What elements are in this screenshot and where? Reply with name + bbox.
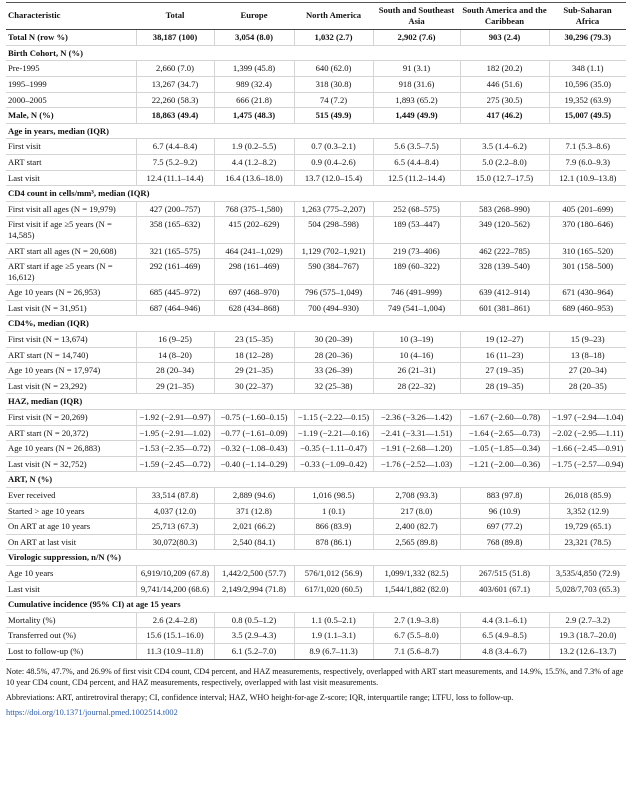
row-label: ART start (N = 14,740) — [6, 347, 136, 363]
table-cell: 515 (49.9) — [294, 108, 373, 124]
table-cell: 590 (384–767) — [294, 259, 373, 285]
section-header-row — [6, 472, 626, 488]
table-row — [6, 92, 626, 108]
table-cell: 2,400 (82.7) — [373, 519, 460, 535]
table-cell: 446 (51.6) — [460, 76, 549, 92]
table-cell: 27 (19–35) — [460, 363, 549, 379]
table-cell: −1.53 (−2.35––0.72) — [136, 441, 214, 457]
table-cell: 5,028/7,703 (65.3) — [549, 581, 626, 597]
table-notes — [6, 666, 626, 719]
table-cell: 219 (73–406) — [373, 243, 460, 259]
row-label: 2000–2005 — [6, 92, 136, 108]
table-cell: 4,037 (12.0) — [136, 503, 214, 519]
table-cell: 275 (30.5) — [460, 92, 549, 108]
table-row — [6, 285, 626, 301]
table-row — [6, 534, 626, 550]
table-row — [6, 643, 626, 659]
table-cell: 617/1,020 (60.5) — [294, 581, 373, 597]
table-cell: 182 (20.2) — [460, 61, 549, 77]
table-header-row — [6, 3, 626, 30]
row-label: ART start if age ≥5 years (N = 16,612) — [6, 259, 136, 285]
table-cell: 318 (30.8) — [294, 76, 373, 92]
table-cell: 10 (4–16) — [373, 347, 460, 363]
section-header-row — [6, 45, 626, 61]
table-cell: 6.5 (4.9–8.5) — [460, 628, 549, 644]
table-cell: 321 (165–575) — [136, 243, 214, 259]
table-cell: 13 (8–18) — [549, 347, 626, 363]
table-cell: −1.21 (−2.00––0.36) — [460, 456, 549, 472]
table-cell: 27 (20–34) — [549, 363, 626, 379]
section-label: Age in years, median (IQR) — [6, 123, 626, 139]
table-cell: 989 (32.4) — [214, 76, 294, 92]
table-row — [6, 628, 626, 644]
table-row — [6, 347, 626, 363]
table-cell: 4.4 (1.2–8.2) — [214, 154, 294, 170]
table-cell: 576/1,012 (56.9) — [294, 565, 373, 581]
table-cell: 371 (12.8) — [214, 503, 294, 519]
row-label: On ART at age 10 years — [6, 519, 136, 535]
table-cell: 348 (1.1) — [549, 61, 626, 77]
table-cell: 1.1 (0.5–2.1) — [294, 612, 373, 628]
section-header-row — [6, 394, 626, 410]
column-header: Characteristic — [6, 3, 136, 30]
table-cell: 19.3 (18.7–20.0) — [549, 628, 626, 644]
row-label: Started > age 10 years — [6, 503, 136, 519]
table-cell: 1 (0.1) — [294, 503, 373, 519]
table-cell: 310 (165–520) — [549, 243, 626, 259]
table-cell: 7.9 (6.0–9.3) — [549, 154, 626, 170]
table-row — [6, 363, 626, 379]
table-cell: 601 (381–861) — [460, 300, 549, 316]
table-page — [6, 0, 626, 719]
table-cell: 405 (201–699) — [549, 201, 626, 217]
table-cell: 1,032 (2.7) — [294, 30, 373, 46]
table-cell: 33,514 (87.8) — [136, 488, 214, 504]
table-cell: −2.02 (−2.95––1.11) — [549, 425, 626, 441]
table-cell: 26 (21–31) — [373, 363, 460, 379]
table-cell: 1,442/2,500 (57.7) — [214, 565, 294, 581]
section-header-row — [6, 550, 626, 566]
table-cell: 23,321 (78.5) — [549, 534, 626, 550]
table-cell: 1,099/1,332 (82.5) — [373, 565, 460, 581]
section-label: Cumulative incidence (95% CI) at age 15 years — [6, 597, 626, 613]
table-cell: −0.35 (−1.11–0.47) — [294, 441, 373, 457]
table-cell: 32 (25–38) — [294, 378, 373, 394]
table-cell: 14 (8–20) — [136, 347, 214, 363]
row-label: ART start — [6, 154, 136, 170]
table-row — [6, 259, 626, 285]
table-cell: 15,007 (49.5) — [549, 108, 626, 124]
row-label: Transferred out (%) — [6, 628, 136, 644]
table-cell: 3,352 (12.9) — [549, 503, 626, 519]
table-cell: 417 (46.2) — [460, 108, 549, 124]
table-cell: 6,919/10,209 (67.8) — [136, 565, 214, 581]
column-header: Sub-Saharan Africa — [549, 3, 626, 30]
table-cell: 903 (2.4) — [460, 30, 549, 46]
row-label: Male, N (%) — [6, 108, 136, 124]
row-label: 1995–1999 — [6, 76, 136, 92]
doi-link[interactable]: https://doi.org/10.1371/journal.pmed.1002514.t002 — [6, 708, 178, 718]
section-header-row — [6, 186, 626, 202]
table-row — [6, 410, 626, 426]
table-cell: −0.32 (−1.08–0.43) — [214, 441, 294, 457]
table-cell: −1.92 (−2.91––0.97) — [136, 410, 214, 426]
table-cell: 358 (165–632) — [136, 217, 214, 243]
table-cell: 267/515 (51.8) — [460, 565, 549, 581]
table-cell: 2,540 (84.1) — [214, 534, 294, 550]
table-cell: 878 (86.1) — [294, 534, 373, 550]
row-label: Age 10 years (N = 26,953) — [6, 285, 136, 301]
table-cell: 3,535/4,850 (72.9) — [549, 565, 626, 581]
table-cell: 666 (21.8) — [214, 92, 294, 108]
table-cell: 4.4 (3.1–6.1) — [460, 612, 549, 628]
table-cell: 6.5 (4.4–8.4) — [373, 154, 460, 170]
table-row — [6, 154, 626, 170]
table-cell: −2.41 (−3.31––1.51) — [373, 425, 460, 441]
table-cell: 6.1 (5.2–7.0) — [214, 643, 294, 659]
table-cell: 2,902 (7.6) — [373, 30, 460, 46]
table-cell: 38,187 (100) — [136, 30, 214, 46]
table-cell: 15 (9–23) — [549, 332, 626, 348]
table-cell: 0.9 (0.4–2.6) — [294, 154, 373, 170]
table-cell: 2,149/2,994 (71.8) — [214, 581, 294, 597]
table-cell: 3.5 (1.4–6.2) — [460, 139, 549, 155]
table-cell: 28 (20–36) — [294, 347, 373, 363]
table-cell: 3,054 (8.0) — [214, 30, 294, 46]
table-cell: 19,729 (65.1) — [549, 519, 626, 535]
table-row — [6, 519, 626, 535]
row-label: Age 10 years — [6, 565, 136, 581]
table-body — [6, 30, 626, 659]
column-header: Europe — [214, 3, 294, 30]
characteristics-table — [6, 2, 626, 660]
table-cell: 671 (430–964) — [549, 285, 626, 301]
table-cell: 403/601 (67.1) — [460, 581, 549, 597]
table-row — [6, 441, 626, 457]
table-cell: 370 (180–646) — [549, 217, 626, 243]
table-cell: 13.2 (12.6–13.7) — [549, 643, 626, 659]
table-cell: −1.64 (−2.65––0.73) — [460, 425, 549, 441]
table-cell: −1.91 (−2.68––1.20) — [373, 441, 460, 457]
table-row — [6, 201, 626, 217]
table-cell: 415 (202–629) — [214, 217, 294, 243]
table-cell: 768 (89.8) — [460, 534, 549, 550]
table-cell: −1.97 (−2.94––1.04) — [549, 410, 626, 426]
table-cell: 2,889 (94.6) — [214, 488, 294, 504]
table-cell: 33 (26–39) — [294, 363, 373, 379]
table-cell: 685 (445–972) — [136, 285, 214, 301]
table-cell: 30,296 (79.3) — [549, 30, 626, 46]
section-label: HAZ, median (IQR) — [6, 394, 626, 410]
table-cell: 189 (53–447) — [373, 217, 460, 243]
row-label: Last visit — [6, 170, 136, 186]
table-cell: 1,263 (775–2,207) — [294, 201, 373, 217]
table-cell: 6.7 (4.4–8.4) — [136, 139, 214, 155]
table-cell: 1,449 (49.9) — [373, 108, 460, 124]
table-cell: 1.9 (1.1–3.1) — [294, 628, 373, 644]
row-label: Pre-1995 — [6, 61, 136, 77]
row-label: Age 10 years (N = 26,883) — [6, 441, 136, 457]
row-label: ART start (N = 20,372) — [6, 425, 136, 441]
table-cell: 1.9 (0.2–5.5) — [214, 139, 294, 155]
row-label: First visit — [6, 139, 136, 155]
table-row — [6, 565, 626, 581]
row-label: Last visit (N = 32,752) — [6, 456, 136, 472]
table-cell: 328 (139–540) — [460, 259, 549, 285]
row-label: Age 10 years (N = 17,974) — [6, 363, 136, 379]
table-cell: 19,352 (63.9) — [549, 92, 626, 108]
table-cell: 189 (60–322) — [373, 259, 460, 285]
table-cell: −1.59 (−2.45––0.72) — [136, 456, 214, 472]
table-row — [6, 456, 626, 472]
table-cell: 8.9 (6.7–11.3) — [294, 643, 373, 659]
table-row — [6, 76, 626, 92]
table-cell: 5.6 (3.5–7.5) — [373, 139, 460, 155]
table-cell: 2,708 (93.3) — [373, 488, 460, 504]
table-cell: 12.4 (11.1–14.4) — [136, 170, 214, 186]
table-cell: −1.76 (−2.52––1.03) — [373, 456, 460, 472]
table-cell: 628 (434–868) — [214, 300, 294, 316]
table-cell: 292 (161–469) — [136, 259, 214, 285]
table-row — [6, 243, 626, 259]
section-label: CD4%, median (IQR) — [6, 316, 626, 332]
table-cell: 12.1 (10.9–13.8) — [549, 170, 626, 186]
row-label: Ever received — [6, 488, 136, 504]
table-cell: 1,399 (45.8) — [214, 61, 294, 77]
table-cell: 2.7 (1.9–3.8) — [373, 612, 460, 628]
table-cell: 28 (20–35) — [549, 378, 626, 394]
table-cell: 252 (68–575) — [373, 201, 460, 217]
table-cell: 28 (22–32) — [373, 378, 460, 394]
table-cell: 697 (468–970) — [214, 285, 294, 301]
section-header-row — [6, 597, 626, 613]
row-label: Last visit (N = 23,292) — [6, 378, 136, 394]
column-header: South and Southeast Asia — [373, 3, 460, 30]
table-cell: 918 (31.6) — [373, 76, 460, 92]
table-row — [6, 217, 626, 243]
table-cell: 504 (298–598) — [294, 217, 373, 243]
table-cell: 687 (464–946) — [136, 300, 214, 316]
table-cell: −1.67 (−2.60––0.78) — [460, 410, 549, 426]
table-cell: −0.40 (−1.14–0.29) — [214, 456, 294, 472]
table-cell: 0.8 (0.5–1.2) — [214, 612, 294, 628]
table-cell: 10,596 (35.0) — [549, 76, 626, 92]
table-cell: 15.0 (12.7–17.5) — [460, 170, 549, 186]
table-cell: 16 (9–25) — [136, 332, 214, 348]
section-label: Virologic suppression, n/N (%) — [6, 550, 626, 566]
table-cell: 749 (541–1,004) — [373, 300, 460, 316]
table-cell: 697 (77.2) — [460, 519, 549, 535]
table-cell: 29 (21–35) — [214, 363, 294, 379]
row-label: Mortality (%) — [6, 612, 136, 628]
table-cell: 1,129 (702–1,921) — [294, 243, 373, 259]
table-cell: 1,893 (65.2) — [373, 92, 460, 108]
table-row — [6, 61, 626, 77]
column-header: Total — [136, 3, 214, 30]
column-header: North America — [294, 3, 373, 30]
table-cell: 746 (491–999) — [373, 285, 460, 301]
table-cell: 2,565 (89.8) — [373, 534, 460, 550]
table-row — [6, 488, 626, 504]
table-cell: 15.6 (15.1–16.0) — [136, 628, 214, 644]
table-row — [6, 332, 626, 348]
table-cell: 1,475 (48.3) — [214, 108, 294, 124]
table-cell: −1.19 (−2.21––0.16) — [294, 425, 373, 441]
table-cell: 7.1 (5.6–8.7) — [373, 643, 460, 659]
row-label: Total N (row %) — [6, 30, 136, 46]
row-label: On ART at last visit — [6, 534, 136, 550]
table-cell: 349 (120–562) — [460, 217, 549, 243]
table-cell: 298 (161–469) — [214, 259, 294, 285]
table-cell: 301 (158–500) — [549, 259, 626, 285]
table-cell: 2,660 (7.0) — [136, 61, 214, 77]
table-cell: 5.0 (2.2–8.0) — [460, 154, 549, 170]
table-cell: −1.95 (−2.91––1.02) — [136, 425, 214, 441]
table-cell: 11.3 (10.9–11.8) — [136, 643, 214, 659]
table-cell: 18 (12–28) — [214, 347, 294, 363]
row-label: First visit all ages (N = 19,979) — [6, 201, 136, 217]
table-cell: 883 (97.8) — [460, 488, 549, 504]
table-row — [6, 503, 626, 519]
table-cell: 2.6 (2.4–2.8) — [136, 612, 214, 628]
table-cell: 7.1 (5.3–8.6) — [549, 139, 626, 155]
table-row — [6, 425, 626, 441]
row-label: Lost to follow-up (%) — [6, 643, 136, 659]
row-label: First visit (N = 13,674) — [6, 332, 136, 348]
table-cell: 13.7 (12.0–15.4) — [294, 170, 373, 186]
table-cell: −1.15 (−2.22––0.15) — [294, 410, 373, 426]
section-header-row — [6, 316, 626, 332]
table-cell: 74 (7.2) — [294, 92, 373, 108]
table-cell: 16 (11–23) — [460, 347, 549, 363]
table-cell: 28 (20–34) — [136, 363, 214, 379]
table-cell: 30,072(80.3) — [136, 534, 214, 550]
table-row — [6, 108, 626, 124]
abbreviations-note: Abbreviations: ART, antiretroviral therapy; CI, confidence interval; HAZ, WHO height-for-age Z-score; IQR, interquartile range; LTFU, loss to follow-up. — [6, 692, 514, 702]
table-cell: 28 (19–35) — [460, 378, 549, 394]
table-cell: 796 (575–1,049) — [294, 285, 373, 301]
table-row — [6, 139, 626, 155]
table-cell: −0.75 (−1.60–0.15) — [214, 410, 294, 426]
section-label: ART, N (%) — [6, 472, 626, 488]
column-header: South America and the Caribbean — [460, 3, 549, 30]
table-cell: 18,863 (49.4) — [136, 108, 214, 124]
table-cell: 91 (3.1) — [373, 61, 460, 77]
row-label: ART start all ages (N = 20,608) — [6, 243, 136, 259]
table-row — [6, 581, 626, 597]
table-row — [6, 612, 626, 628]
table-row — [6, 30, 626, 46]
table-cell: 462 (222–785) — [460, 243, 549, 259]
table-cell: 22,260 (58.3) — [136, 92, 214, 108]
table-cell: 866 (83.9) — [294, 519, 373, 535]
table-cell: 700 (494–930) — [294, 300, 373, 316]
row-label: Last visit — [6, 581, 136, 597]
table-cell: 30 (20–39) — [294, 332, 373, 348]
table-cell: 3.5 (2.9–4.3) — [214, 628, 294, 644]
table-cell: 10 (3–19) — [373, 332, 460, 348]
section-label: Birth Cohort, N (%) — [6, 45, 626, 61]
row-label: Last visit (N = 31,951) — [6, 300, 136, 316]
table-cell: 6.7 (5.5–8.0) — [373, 628, 460, 644]
table-cell: −0.77 (−1.61–0.09) — [214, 425, 294, 441]
table-cell: 26,018 (85.9) — [549, 488, 626, 504]
table-cell: 639 (412–914) — [460, 285, 549, 301]
table-cell: 13,267 (34.7) — [136, 76, 214, 92]
row-label: First visit if age ≥5 years (N = 14,585) — [6, 217, 136, 243]
table-cell: 464 (241–1,029) — [214, 243, 294, 259]
table-cell: 19 (12–27) — [460, 332, 549, 348]
table-cell: −1.66 (−2.45––0.91) — [549, 441, 626, 457]
table-cell: 16.4 (13.6–18.0) — [214, 170, 294, 186]
table-cell: 7.5 (5.2–9.2) — [136, 154, 214, 170]
table-cell: 23 (15–35) — [214, 332, 294, 348]
table-cell: 689 (460–953) — [549, 300, 626, 316]
row-label: First visit (N = 20,269) — [6, 410, 136, 426]
table-row — [6, 170, 626, 186]
table-footnote: Note: 48.5%, 47.7%, and 26.9% of first visit CD4 count, CD4 percent, and HAZ measurements, respectively, overlapped with ART start measurements, and 14.9%, 15.5%, and 7.3% of age 10 year CD4 count, CD4 percent, and HAZ measurements, respectively, overlapped with last visit measurements. — [6, 666, 624, 688]
table-cell: −2.36 (−3.26––1.42) — [373, 410, 460, 426]
table-cell: 640 (62.0) — [294, 61, 373, 77]
table-cell: 9,741/14,200 (68.6) — [136, 581, 214, 597]
table-cell: 96 (10.9) — [460, 503, 549, 519]
table-cell: 30 (22–37) — [214, 378, 294, 394]
table-cell: −0.33 (−1.09–0.42) — [294, 456, 373, 472]
table-cell: 4.8 (3.4–6.7) — [460, 643, 549, 659]
table-cell: 1,544/1,882 (82.0) — [373, 581, 460, 597]
table-cell: 25,713 (67.3) — [136, 519, 214, 535]
table-cell: 217 (8.0) — [373, 503, 460, 519]
table-row — [6, 300, 626, 316]
section-header-row — [6, 123, 626, 139]
section-label: CD4 count in cells/mm³, median (IQR) — [6, 186, 626, 202]
table-cell: 427 (200–757) — [136, 201, 214, 217]
table-cell: 2,021 (66.2) — [214, 519, 294, 535]
table-cell: 0.7 (0.3–2.1) — [294, 139, 373, 155]
table-cell: −1.05 (−1.85––0.34) — [460, 441, 549, 457]
table-cell: 12.5 (11.2–14.4) — [373, 170, 460, 186]
table-cell: 768 (375–1,580) — [214, 201, 294, 217]
table-cell: 2.9 (2.7–3.2) — [549, 612, 626, 628]
table-row — [6, 378, 626, 394]
table-cell: 29 (21–35) — [136, 378, 214, 394]
table-cell: −1.75 (−2.57––0.94) — [549, 456, 626, 472]
table-cell: 1,016 (98.5) — [294, 488, 373, 504]
table-cell: 583 (268–990) — [460, 201, 549, 217]
